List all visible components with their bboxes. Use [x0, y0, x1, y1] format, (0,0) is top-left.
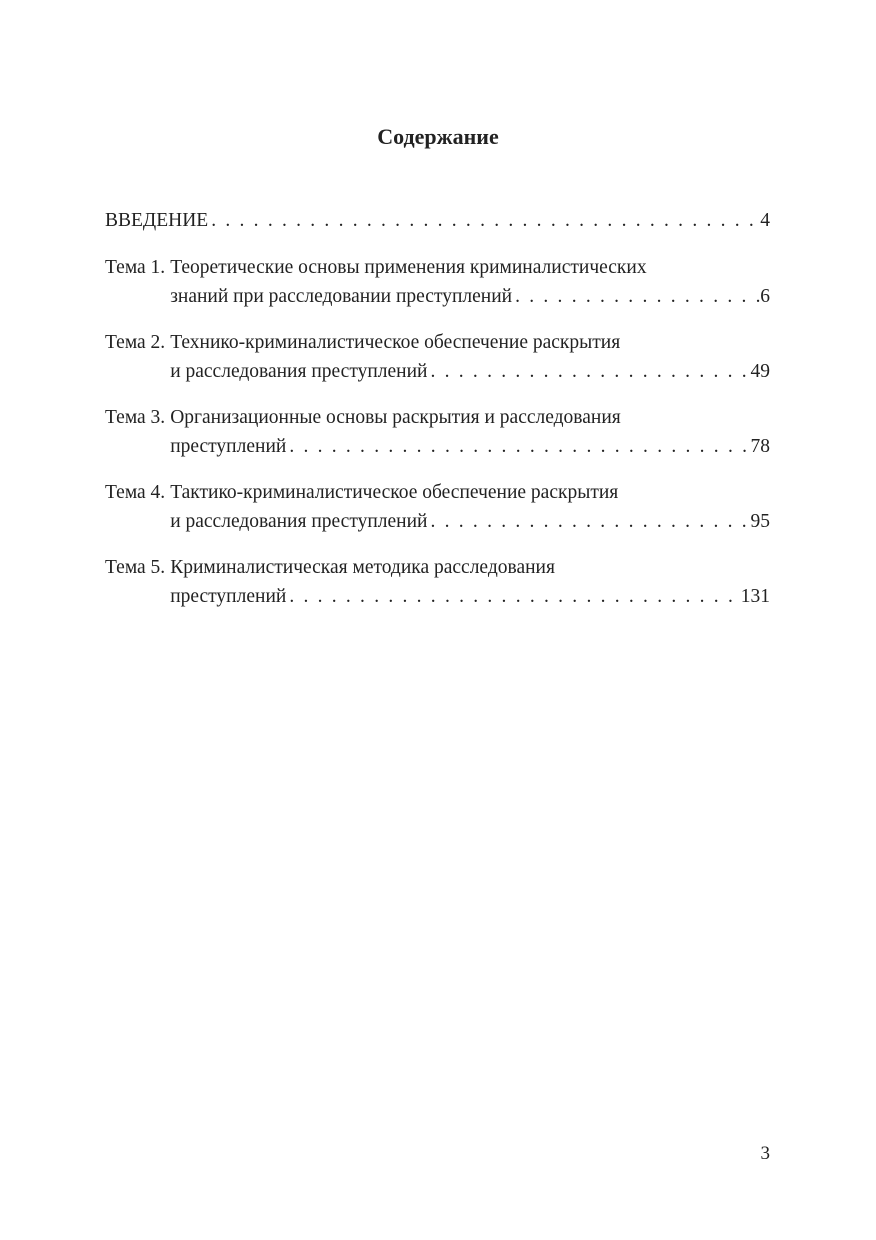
toc-entry-title-line: Тактико-криминалистическое обеспечение раскрытия	[170, 482, 619, 503]
toc-entry-title-line: преступлений	[170, 436, 287, 457]
toc-entry-title-line: и расследования преступлений	[170, 511, 428, 532]
toc-entry-number: Тема 3.	[105, 407, 166, 428]
dot-leader	[427, 357, 750, 386]
toc-entry-topic-4[interactable]	[105, 478, 770, 536]
toc-entry-topic-5[interactable]	[105, 553, 770, 611]
toc-entry-intro[interactable]	[105, 206, 770, 235]
toc-entry-title-line: Криминалистическая методика расследования	[170, 557, 555, 578]
toc-page-number: 4	[760, 210, 770, 231]
dot-leader	[512, 282, 760, 311]
toc-entry-title-line: и расследования преступлений	[170, 361, 428, 382]
toc-entry-title: ВВЕДЕНИЕ	[105, 210, 209, 231]
dot-leader	[427, 507, 750, 536]
toc-entry-title-line: Теоретические основы применения криминалистических	[170, 257, 647, 278]
toc-entry-number: Тема 4.	[105, 482, 166, 503]
toc-page-number: 95	[750, 511, 770, 532]
dot-leader	[286, 582, 740, 611]
toc-page-number: 49	[750, 361, 770, 382]
toc-entry-topic-2[interactable]	[105, 328, 770, 386]
table-of-contents	[105, 206, 770, 628]
dot-leader	[286, 432, 750, 461]
toc-page-number: 78	[750, 436, 770, 457]
toc-entry-title-line: преступлений	[170, 586, 287, 607]
toc-entry-title-line: знаний при расследовании преступлений	[170, 286, 513, 307]
toc-entry-title-line: Организационные основы раскрытия и расследования	[170, 407, 621, 428]
page-title: Содержание	[377, 124, 499, 149]
toc-entry-number: Тема 5.	[105, 557, 166, 578]
toc-entry-number: Тема 1.	[105, 257, 166, 278]
toc-entry-topic-1[interactable]	[105, 253, 770, 311]
toc-page-number: 6	[760, 286, 770, 307]
toc-entry-topic-3[interactable]	[105, 403, 770, 461]
page-number: 3	[760, 1143, 770, 1164]
toc-entry-title-line: Технико-криминалистическое обеспечение раскрытия	[170, 332, 621, 353]
toc-entry-number: Тема 2.	[105, 332, 166, 353]
toc-page-number: 131	[740, 586, 770, 607]
dot-leader	[208, 206, 760, 235]
